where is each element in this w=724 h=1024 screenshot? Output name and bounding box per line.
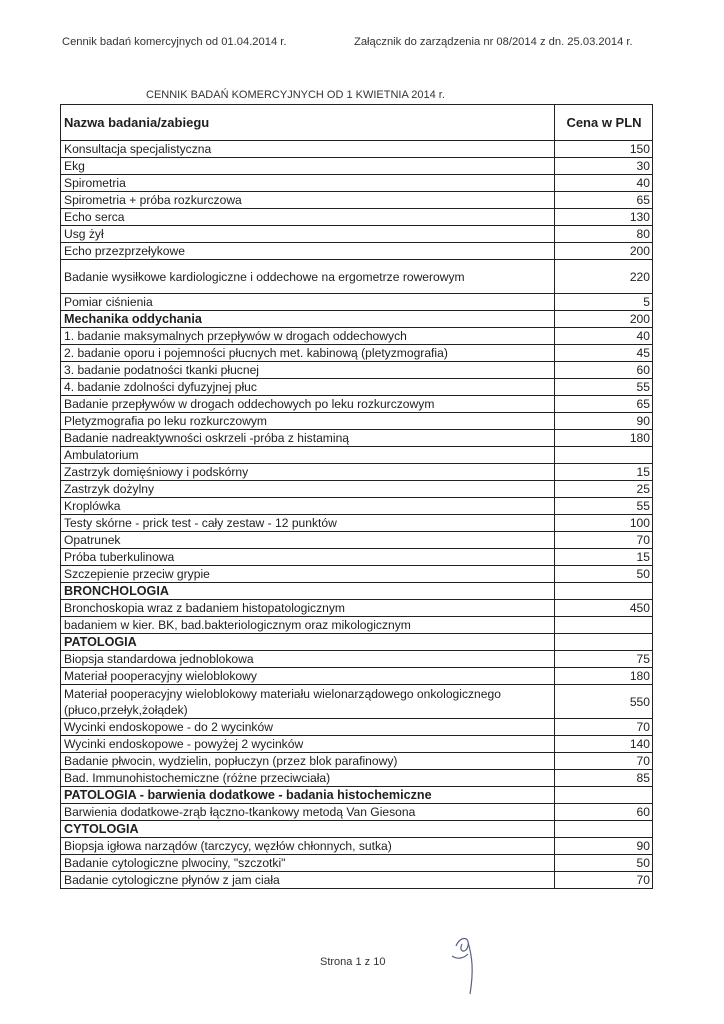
item-price: 90: [555, 413, 653, 430]
item-name: Badanie płwocin, wydzielin, popłuczyn (przez blok parafinowy): [61, 753, 555, 770]
item-price: [555, 821, 653, 838]
item-name: Badanie wysiłkowe kardiologiczne i oddechowe na ergometrze rowerowym: [61, 260, 555, 294]
item-name: Wycinki endoskopowe - powyżej 2 wycinków: [61, 736, 555, 753]
item-price: 130: [555, 209, 653, 226]
item-name: Materiał pooperacyjny wieloblokowy materiału wielonarządowego onkologicznego (płuco,przełyk,żołądek): [61, 685, 555, 719]
table-row: [61, 328, 653, 345]
item-price: 50: [555, 855, 653, 872]
table-header-row: [61, 105, 653, 141]
table-row: [61, 872, 653, 889]
item-price: 100: [555, 515, 653, 532]
item-name: Testy skórne - prick test - cały zestaw - 12 punktów: [61, 515, 555, 532]
section-row: [61, 634, 653, 651]
section-row: [61, 583, 653, 600]
table-row: [61, 566, 653, 583]
item-price: 150: [555, 141, 653, 158]
section-row: [61, 821, 653, 838]
item-name: Pletyzmografia po leku rozkurczowym: [61, 413, 555, 430]
item-name: 2. badanie oporu i pojemności płucnych met. kabinową (pletyzmografia): [61, 345, 555, 362]
table-row: [61, 804, 653, 821]
item-name: Zastrzyk domięśniowy i podskórny: [61, 464, 555, 481]
item-name: Echo przezprzełykowe: [61, 243, 555, 260]
item-price: 70: [555, 753, 653, 770]
item-price: 45: [555, 345, 653, 362]
item-name: Kroplówka: [61, 498, 555, 515]
table-row: [61, 294, 653, 311]
item-name: Ambulatorium: [61, 447, 555, 464]
item-price: 65: [555, 396, 653, 413]
item-price: 15: [555, 549, 653, 566]
item-name: Badanie cytologiczne płynów z jam ciała: [61, 872, 555, 889]
item-name: PATOLOGIA - barwienia dodatkowe - badania histochemiczne: [61, 787, 555, 804]
item-name: Opatrunek: [61, 532, 555, 549]
item-name: Biopsja standardowa jednoblokowa: [61, 651, 555, 668]
item-name: Ekg: [61, 158, 555, 175]
table-row: [61, 498, 653, 515]
item-price: 180: [555, 668, 653, 685]
item-price: 25: [555, 481, 653, 498]
item-name: Materiał pooperacyjny wieloblokowy: [61, 668, 555, 685]
table-row: [61, 430, 653, 447]
item-price: 70: [555, 532, 653, 549]
item-name: Konsultacja specjalistyczna: [61, 141, 555, 158]
table-row: [61, 753, 653, 770]
item-name: Badanie przepływów w drogach oddechowych po leku rozkurczowym: [61, 396, 555, 413]
item-name: Badanie nadreaktywności oskrzeli -próba z histaminą: [61, 430, 555, 447]
table-row: [61, 345, 653, 362]
section-row: [61, 787, 653, 804]
item-name: Usg żył: [61, 226, 555, 243]
price-table: [60, 104, 653, 889]
item-price: 85: [555, 770, 653, 787]
table-row: [61, 549, 653, 566]
item-name: PATOLOGIA: [61, 634, 555, 651]
item-price: [555, 634, 653, 651]
item-name: 4. badanie zdolności dyfuzyjnej płuc: [61, 379, 555, 396]
item-name: Wycinki endoskopowe - do 2 wycinków: [61, 719, 555, 736]
table-row: [61, 175, 653, 192]
item-price: 75: [555, 651, 653, 668]
item-name: Spirometria + próba rozkurczowa: [61, 192, 555, 209]
table-row: [61, 481, 653, 498]
table-row: [61, 243, 653, 260]
table-row: [61, 396, 653, 413]
table-row: [61, 141, 653, 158]
item-price: 200: [555, 243, 653, 260]
item-price: [555, 447, 653, 464]
table-row: [61, 617, 653, 634]
table-row: [61, 192, 653, 209]
item-price: 70: [555, 719, 653, 736]
item-price: 550: [555, 685, 653, 719]
item-price: 80: [555, 226, 653, 243]
table-row: [61, 209, 653, 226]
item-price: 200: [555, 311, 653, 328]
table-row: [61, 515, 653, 532]
item-name: Spirometria: [61, 175, 555, 192]
header-left: Cennik badań komercyjnych od 01.04.2014 r.: [62, 36, 287, 48]
item-price: 55: [555, 498, 653, 515]
item-price: [555, 617, 653, 634]
item-name: Echo serca: [61, 209, 555, 226]
table-row: [61, 685, 653, 719]
table-row: [61, 226, 653, 243]
item-name: Pomiar ciśnienia: [61, 294, 555, 311]
item-name: 1. badanie maksymalnych przepływów w drogach oddechowych: [61, 328, 555, 345]
item-price: 60: [555, 804, 653, 821]
table-row: [61, 736, 653, 753]
item-price: 180: [555, 430, 653, 447]
item-price: 90: [555, 838, 653, 855]
item-price: 220: [555, 260, 653, 294]
item-name: BRONCHOLOGIA: [61, 583, 555, 600]
table-row: [61, 838, 653, 855]
table-row: [61, 379, 653, 396]
table-row: [61, 770, 653, 787]
item-price: 140: [555, 736, 653, 753]
item-name: Bronchoskopia wraz z badaniem histopatologicznym: [61, 600, 555, 617]
item-name: 3. badanie podatności tkanki płucnej: [61, 362, 555, 379]
table-row: [61, 600, 653, 617]
column-header-price: Cena w PLN: [555, 105, 653, 141]
item-name: Szczepienie przeciw grypie: [61, 566, 555, 583]
item-price: 5: [555, 294, 653, 311]
item-price: 15: [555, 464, 653, 481]
item-price: 55: [555, 379, 653, 396]
table-row: [61, 651, 653, 668]
page-number: Strona 1 z 10: [320, 956, 386, 968]
item-name: Bad. Immunohistochemiczne (różne przeciwciała): [61, 770, 555, 787]
table-row: [61, 464, 653, 481]
item-price: 60: [555, 362, 653, 379]
item-price: 40: [555, 175, 653, 192]
item-price: [555, 583, 653, 600]
item-price: [555, 787, 653, 804]
item-price: 65: [555, 192, 653, 209]
item-name: badaniem w kier. BK, bad.bakteriologicznym oraz mikologicznym: [61, 617, 555, 634]
table-row: [61, 158, 653, 175]
table-row: [61, 362, 653, 379]
table-row: [61, 413, 653, 430]
item-price: 50: [555, 566, 653, 583]
item-name: CYTOLOGIA: [61, 821, 555, 838]
section-row: [61, 311, 653, 328]
table-row: [61, 260, 653, 294]
document-title: CENNIK BADAŃ KOMERCYJNYCH OD 1 KWIETNIA 2014 r.: [146, 89, 445, 101]
table-row: [61, 447, 653, 464]
item-price: 70: [555, 872, 653, 889]
item-name: Zastrzyk dożylny: [61, 481, 555, 498]
item-name: Próba tuberkulinowa: [61, 549, 555, 566]
table-row: [61, 719, 653, 736]
item-name: Badanie cytologiczne plwociny, "szczotki": [61, 855, 555, 872]
item-price: 30: [555, 158, 653, 175]
item-price: 40: [555, 328, 653, 345]
item-name: Biopsja igłowa narządów (tarczycy, węzłów chłonnych, sutka): [61, 838, 555, 855]
item-price: 450: [555, 600, 653, 617]
header-right: Załącznik do zarządzenia nr 08/2014 z dn. 25.03.2014 r.: [354, 36, 633, 48]
item-name: Barwienia dodatkowe-zrąb łączno-tkankowy metodą Van Giesona: [61, 804, 555, 821]
table-row: [61, 532, 653, 549]
table-row: [61, 855, 653, 872]
signature-mark: [448, 930, 482, 998]
table-row: [61, 668, 653, 685]
column-header-name: Nazwa badania/zabiegu: [61, 105, 555, 141]
item-name: Mechanika oddychania: [61, 311, 555, 328]
